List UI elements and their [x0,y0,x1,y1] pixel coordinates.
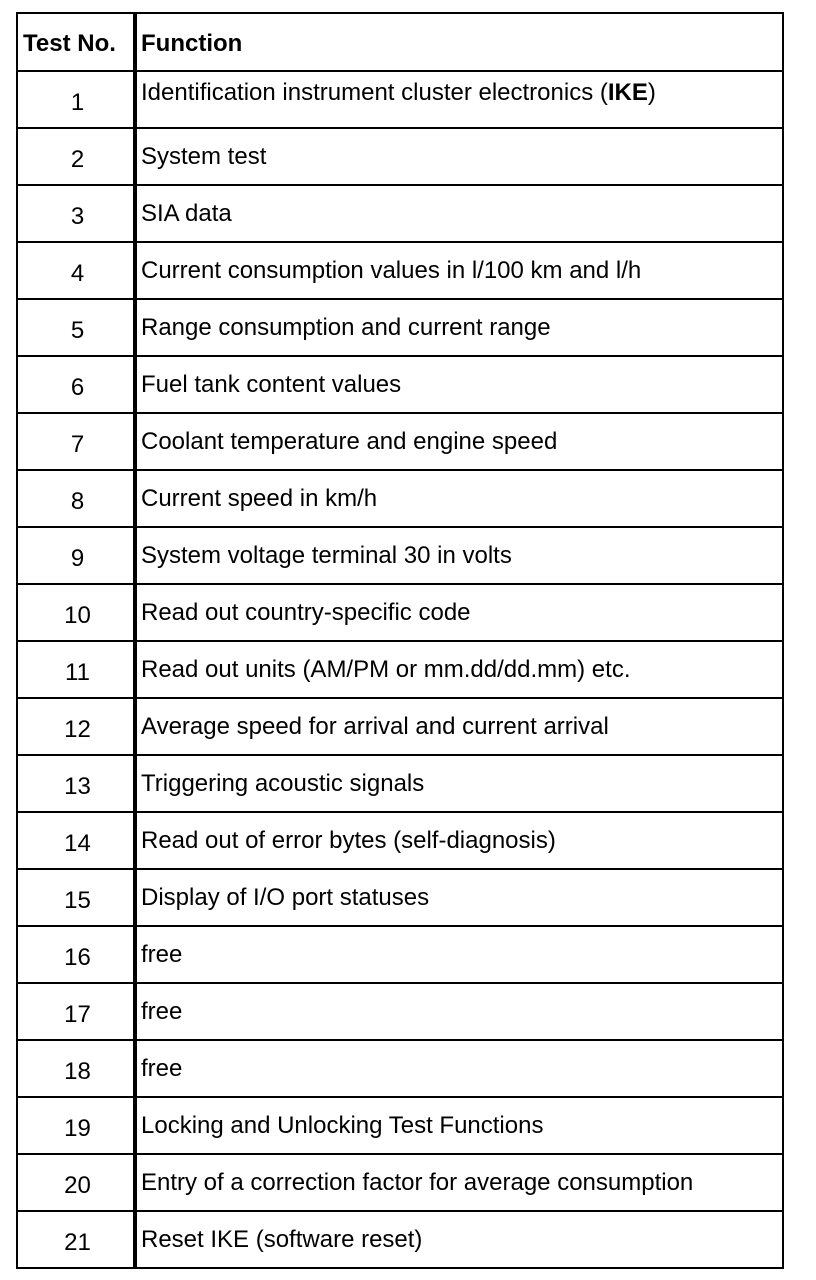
function-cell: Read out country-specific code [135,584,783,641]
test-number-cell: 21 [17,1211,135,1268]
table-row [17,755,783,812]
function-cell: Display of I/O port statuses [135,869,783,926]
function-cell: Range consumption and current range [135,299,783,356]
table-body [17,71,783,1268]
function-cell: free [135,983,783,1040]
test-number-cell: 7 [17,413,135,470]
table-row [17,926,783,983]
function-abbreviation: IKE [607,79,648,106]
test-number-cell: 8 [17,470,135,527]
table-row [17,356,783,413]
function-cell: System voltage terminal 30 in volts [135,527,783,584]
header-function: Function [135,13,783,71]
table-row [17,1154,783,1211]
table-row [17,470,783,527]
test-number-cell: 12 [17,698,135,755]
test-number-cell: 2 [17,128,135,185]
test-number-cell: 20 [17,1154,135,1211]
function-text: Identification instrument cluster electronics ( [141,79,608,106]
test-number-cell: 4 [17,242,135,299]
table-row [17,812,783,869]
test-number-cell: 19 [17,1097,135,1154]
test-number-cell: 11 [17,641,135,698]
function-cell: Coolant temperature and engine speed [135,413,783,470]
function-cell [135,71,783,128]
function-cell: Current speed in km/h [135,470,783,527]
function-cell: System test [135,128,783,185]
table-row [17,1097,783,1154]
table-row [17,1211,783,1268]
table-row [17,185,783,242]
table-row [17,242,783,299]
test-number-cell: 5 [17,299,135,356]
table-row [17,299,783,356]
function-cell: Current consumption values in l/100 km and l/h [135,242,783,299]
table-row [17,71,783,128]
function-cell: free [135,1040,783,1097]
table-row [17,1040,783,1097]
test-number-cell: 1 [17,71,135,128]
function-cell: free [135,926,783,983]
test-number-cell: 14 [17,812,135,869]
header-row [17,13,783,71]
test-number-cell: 10 [17,584,135,641]
function-cell: Fuel tank content values [135,356,783,413]
table-row [17,527,783,584]
function-cell: Reset IKE (software reset) [135,1211,783,1268]
table-row [17,983,783,1040]
table-row [17,869,783,926]
test-number-cell: 17 [17,983,135,1040]
function-cell: Locking and Unlocking Test Functions [135,1097,783,1154]
test-number-cell: 3 [17,185,135,242]
test-number-cell: 6 [17,356,135,413]
test-number-cell: 13 [17,755,135,812]
test-function-table [16,12,784,1269]
header-test-no: Test No. [17,13,135,71]
function-cell: Read out units (AM/PM or mm.dd/dd.mm) etc. [135,641,783,698]
table-row [17,413,783,470]
test-number-cell: 15 [17,869,135,926]
function-cell: Triggering acoustic signals [135,755,783,812]
table-row [17,128,783,185]
table-row [17,584,783,641]
function-text-suffix: ) [647,79,656,106]
table-row [17,641,783,698]
function-cell: Read out of error bytes (self-diagnosis) [135,812,783,869]
function-cell: Entry of a correction factor for average consumption [135,1154,783,1211]
table-row [17,698,783,755]
test-number-cell: 16 [17,926,135,983]
test-number-cell: 18 [17,1040,135,1097]
test-number-cell: 9 [17,527,135,584]
function-cell: Average speed for arrival and current arrival [135,698,783,755]
function-cell: SIA data [135,185,783,242]
